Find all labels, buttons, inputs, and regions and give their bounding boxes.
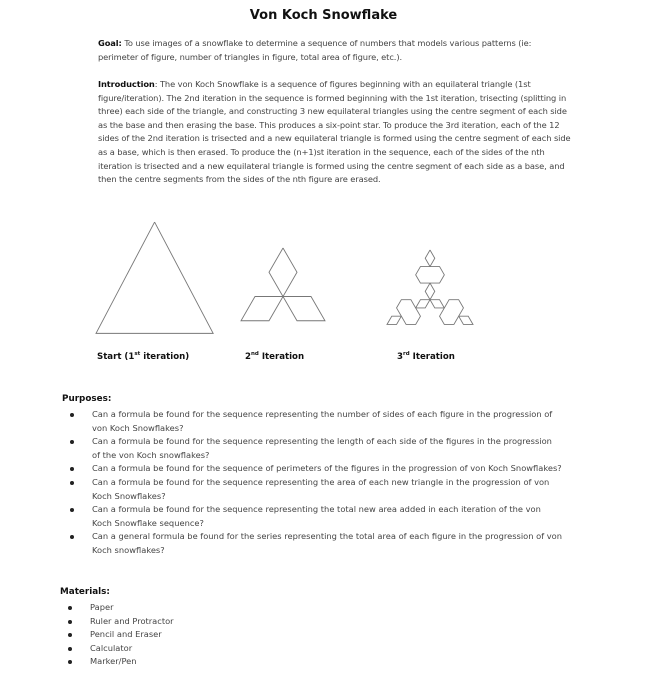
page-title: Von Koch Snowflake xyxy=(249,8,398,23)
list-item: Can a formula be found for the sequence of perimeters of the figures in the progression of von Koch Snowflakes? xyxy=(62,462,562,476)
purposes-list xyxy=(62,408,562,558)
introduction-text: : The von Koch Snowflake is a sequence of figures beginning with an equilateral triangle (1st figure/iteration). The 2nd iteration in the sequence is formed beginning with the 1st iteration, trisecting (splitting in three) each side of the triangle, and constructing 3 new equilateral triangles using the centre segment of each side as the base and then erasing the base. This produces a six-point star. To produce the 3rd iteration, each of the 12 sides of the 2nd iteration is trisected and a new equilateral triangle is formed using the centre segment of each side as a base, which is then erased. To produce the (n+1)st iteration in the sequence, each of the sides of the nth iteration is trisected and a new equilateral triangle is formed using the centre segment of each side as a base, and then the centre segments from the sides of the nth figure are erased. xyxy=(98,79,571,185)
caption-text: 3 xyxy=(397,351,403,362)
caption-sup: st xyxy=(134,351,141,357)
caption-text: Iteration xyxy=(409,351,455,362)
goal-label: Goal: xyxy=(98,38,122,48)
materials-heading: Materials: xyxy=(60,587,110,597)
goal-paragraph xyxy=(98,37,573,64)
caption-iteration-1 xyxy=(97,351,189,362)
list-item: Marker/Pen xyxy=(60,655,260,669)
koch-iteration-3-figure xyxy=(374,220,486,336)
caption-iteration-2 xyxy=(245,351,304,362)
koch-iteration-1-figure xyxy=(92,218,218,340)
list-item: Can a formula be found for the sequence representing the total new area added in each iteration of the von Koch Snowflake sequence? xyxy=(62,503,562,530)
list-item: Can a formula be found for the sequence representing the length of each side of the figures in the progression of the von Koch snowflakes? xyxy=(62,435,562,462)
introduction-label: Introduction xyxy=(98,79,155,89)
caption-sup: rd xyxy=(402,351,410,357)
koch-iteration-2-figure xyxy=(228,218,338,340)
list-item: Calculator xyxy=(60,642,260,656)
caption-text: 2 xyxy=(245,351,251,362)
goal-text: To use images of a snowflake to determine a sequence of numbers that models various patterns (ie: perimeter of figure, number of triangles in figure, total area of figure, etc.). xyxy=(98,38,532,62)
materials-list xyxy=(60,601,260,669)
list-item: Can a general formula be found for the series representing the total area of each figure in the progression of von Koch snowflakes? xyxy=(62,530,562,557)
caption-text: iteration) xyxy=(140,351,190,362)
caption-iteration-3 xyxy=(397,351,455,362)
list-item: Pencil and Eraser xyxy=(60,628,260,642)
list-item: Can a formula be found for the sequence representing the number of sides of each figure in the progression of von Koch Snowflakes? xyxy=(62,408,562,435)
list-item: Paper xyxy=(60,601,260,615)
list-item: Can a formula be found for the sequence representing the area of each new triangle in the progression of von Koch Snowflakes? xyxy=(62,476,562,503)
purposes-heading: Purposes: xyxy=(62,394,112,404)
caption-text: Iteration xyxy=(258,351,305,362)
caption-sup: nd xyxy=(250,351,259,357)
caption-text: Start (1 xyxy=(97,351,135,362)
introduction-paragraph xyxy=(98,78,573,187)
list-item: Ruler and Protractor xyxy=(60,615,260,629)
